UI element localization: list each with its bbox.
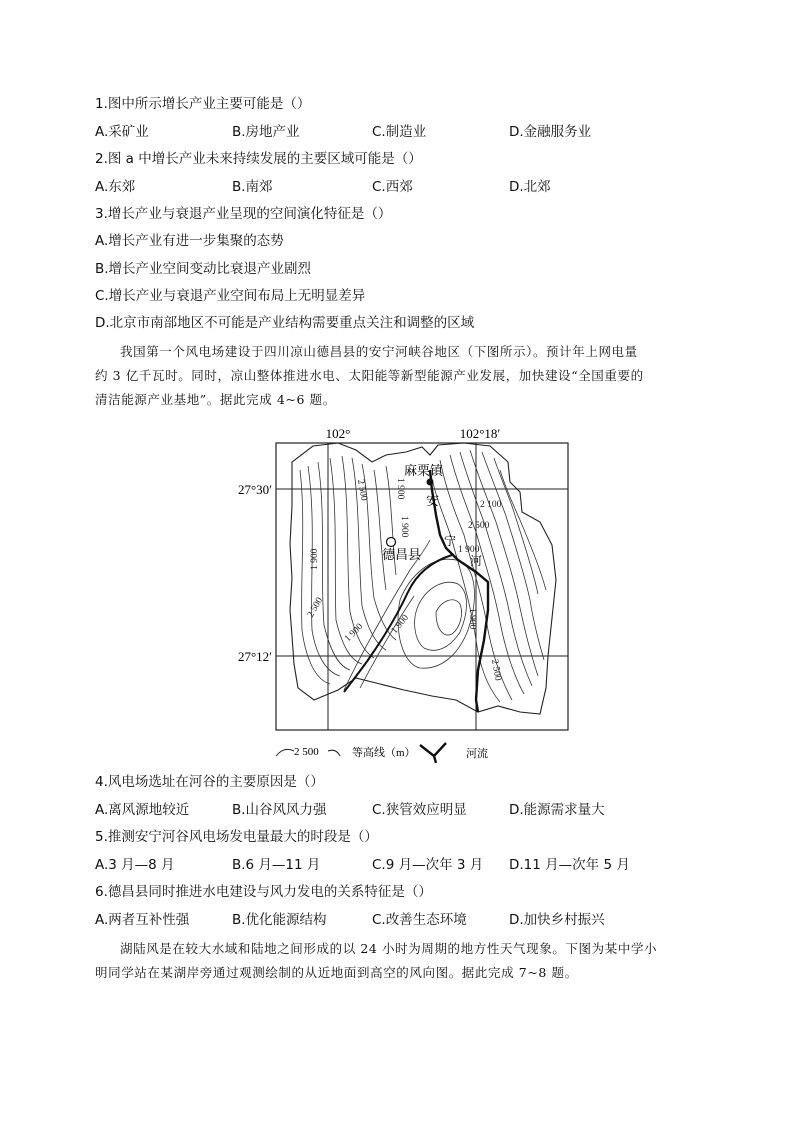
svg-text:2 500: 2 500 [468, 521, 490, 531]
question-5-stem: 5.推测安宁河谷风电场发电量最大的时段是（） [95, 829, 378, 845]
svg-text:1 900: 1 900 [389, 613, 412, 636]
legend-contour-value: 2 500 [294, 746, 319, 758]
question-3-option-a: A.增长产业有进一步集聚的态势 [95, 233, 284, 249]
option-c: C.制造业 [372, 124, 427, 140]
option-d: D.能源需求量大 [509, 802, 605, 818]
map-frame [276, 443, 568, 730]
legend-contour-symbol [276, 749, 294, 756]
question-3-option-d: D.北京市南部地区不可能是产业结构需要重点关注和调整的区域 [95, 315, 475, 331]
option-d: D.11 月—次年 5 月 [509, 857, 630, 873]
legend-contour-label: 等高线（m） [352, 747, 416, 759]
svg-text:1 900: 1 900 [310, 548, 320, 570]
town-marker [427, 479, 434, 486]
option-a: A.两者互补性强 [95, 912, 190, 928]
question-4-options [95, 801, 735, 819]
lat-label-27-30: 27°30′ [237, 482, 272, 497]
question-2-stem: 2.图 a 中增长产业未来持续发展的主要区域可能是（） [95, 151, 422, 167]
passage-wind: 我国第一个风电场建设于四川凉山德昌县的安宁河峡谷地区（下图所示）。预计年上网电量 约 3 亿千瓦时。同时，凉山整体推进水电、太阳能等新型能源产业发展，加快建设“全国重要的 清洁能源产业基地”。据此完成 4~6 题。 [95, 344, 644, 407]
legend-river-label: 河流 [466, 748, 488, 760]
town-label: 麻栗镇 [404, 463, 444, 478]
question-3-option-b: B.增长产业空间变动比衰退产业剧烈 [95, 261, 312, 277]
svg-text:2 500: 2 500 [355, 478, 369, 502]
svg-text:1 900: 1 900 [467, 608, 477, 630]
option-c: C.狭管效应明显 [372, 802, 467, 818]
option-c: C.西郊 [372, 179, 413, 195]
option-d: D.北郊 [509, 179, 551, 195]
contours-east [430, 450, 546, 702]
county-marker [387, 538, 396, 547]
question-6-stem: 6.德昌县同时推进水电建设与风力发电的关系特征是（） [95, 884, 432, 900]
river-label-he: 河 [470, 554, 483, 568]
option-b: B.6 月—11 月 [232, 857, 321, 873]
svg-text:2 500: 2 500 [489, 658, 503, 682]
question-4-stem: 4.风电场选址在河谷的主要原因是（） [95, 774, 324, 790]
option-b: B.南郊 [232, 179, 273, 195]
river-label-ning: 宁 [444, 534, 457, 548]
river-label-an: 安 [426, 493, 440, 508]
option-b: B.优化能源结构 [232, 912, 327, 928]
legend-river-symbol [420, 743, 446, 763]
option-a: A.采矿业 [95, 124, 149, 140]
option-b: B.山谷风风力强 [232, 802, 327, 818]
svg-text:1 900: 1 900 [343, 621, 366, 645]
option-a: A.3 月—8 月 [95, 857, 175, 873]
option-b: B.房地产业 [232, 124, 300, 140]
option-c: C.改善生态环境 [372, 912, 467, 928]
relief-boundary [290, 443, 556, 714]
option-a: A.离风源地较近 [95, 802, 190, 818]
question-1-stem: 1.图中所示增长产业主要可能是（） [95, 96, 311, 112]
svg-text:1 900: 1 900 [395, 478, 405, 500]
question-6-options [95, 911, 735, 929]
svg-text:1 900: 1 900 [458, 545, 480, 555]
lat-label-27-12: 27°12′ [237, 649, 272, 664]
svg-text:1 900: 1 900 [399, 516, 409, 538]
lon-label-102-18: 102°18′ [459, 426, 501, 441]
map-legend [276, 743, 488, 763]
svg-text:2 100: 2 100 [480, 500, 502, 510]
question-3-option-c: C.增长产业与衰退产业空间布局上无明显差异 [95, 288, 366, 304]
option-d: D.加快乡村振兴 [509, 912, 605, 928]
county-label: 德昌县 [382, 547, 422, 562]
option-c: C.9 月—次年 3 月 [372, 857, 484, 873]
svg-text:2 500: 2 500 [305, 595, 326, 620]
question-5-options [95, 856, 735, 874]
question-3-stem: 3.增长产业与衰退产业呈现的空间演化特征是（） [95, 206, 392, 222]
passage-lake-breeze: 湖陆风是在较大水域和陆地之间形成的以 24 小时为周期的地方性天气现象。下图为某中学小 明同学站在某湖岸旁通过观测绘制的从近地面到高空的风向图。据此完成 7~8 题。 [95, 941, 658, 980]
lon-label-102: 102° [325, 426, 351, 441]
option-d: D.金融服务业 [509, 124, 592, 140]
option-a: A.东郊 [95, 179, 136, 195]
